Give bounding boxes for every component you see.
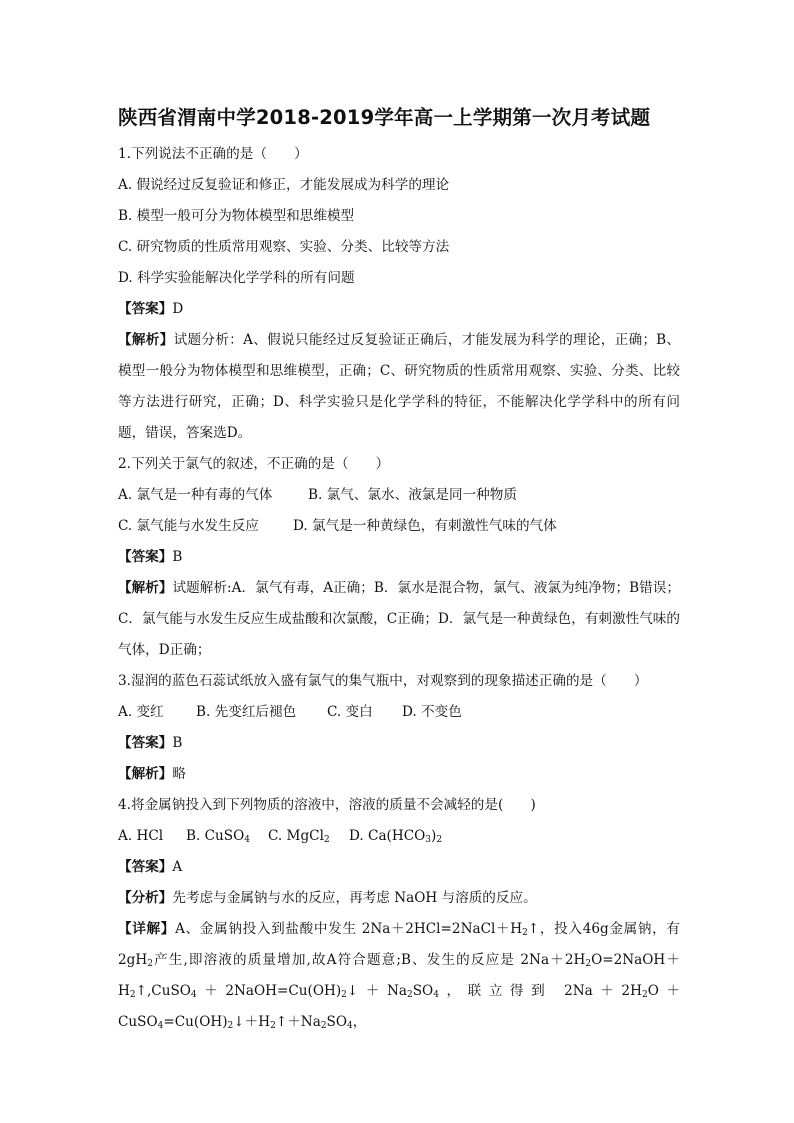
question-4-answer — [118, 852, 680, 883]
detail-sub: 4 — [433, 990, 439, 1000]
analysis-text: 试题解析:A．氯气有毒，A正确；B．氯水是混合物，氯气、液氯为纯净物；B错误；C．氯气能与水发生反应生成盐酸和次氯酸，C正确；D．氯气是一种黄绿色，有刺激性气味的气体，D正确； — [118, 580, 681, 658]
question-1-answer — [118, 294, 680, 325]
detail-text: 产生,即溶液的质量增加,故A符合题意;B、发生的反应是 2Na＋2H — [152, 952, 586, 968]
detail-sub: 2 — [585, 959, 592, 969]
option-d-paren: ) — [431, 828, 437, 844]
analysis-tag: 【解析】 — [118, 766, 173, 782]
option-c-subscript: 2 — [323, 835, 330, 845]
question-3-analysis — [118, 759, 680, 790]
detail-sub: 4 — [157, 1021, 164, 1031]
question-3-option-c: C. 变白 — [327, 704, 373, 720]
answer-tag: 【答案】 — [118, 301, 173, 317]
analysis-tag: 【解析】 — [118, 580, 173, 596]
question-4-option-a: A. HCl — [118, 828, 164, 844]
detail-text: ↑＋Na — [275, 1014, 321, 1030]
answer-value: D — [172, 301, 184, 317]
detail-text: ↑，投入46g金属钠，有 2gH — [118, 921, 681, 968]
question-3-stem: 3.湿润的蓝色石蕊试纸放入盛有氯气的集气瓶中，对观察到的现象描述正确的是（ ） — [118, 673, 648, 689]
answer-value: B — [172, 549, 183, 565]
answer-tag: 【答案】 — [118, 859, 173, 875]
question-2-options-row-1 — [118, 480, 680, 511]
question-4-option-b — [186, 821, 268, 852]
answer-tag: 【答案】 — [118, 735, 173, 751]
question-2-option-c: C. 氯气能与水发生反应 — [118, 518, 259, 534]
question-2-stem: 2.下列关于氯气的叙述，不正确的是（ ） — [118, 456, 390, 472]
detail-text: SO — [326, 1014, 348, 1030]
question-1-option-d: D. 科学实验能解决化学学科的所有问题 — [118, 270, 355, 286]
option-d-subscript-2: 2 — [436, 835, 443, 845]
detail-text: SO — [412, 983, 434, 999]
question-1-option-a: A. 假说经过反复验证和修正，才能发展成为科学的理论 — [118, 177, 450, 193]
option-b-text: B. CuSO — [186, 828, 245, 844]
detail-text: O=2NaOH＋H — [118, 952, 680, 999]
analysis-text: 略 — [172, 766, 186, 782]
detail-text: ↑,CuSO — [135, 983, 191, 999]
answer-value: B — [172, 735, 183, 751]
document-page — [118, 100, 680, 1038]
option-b-subscript: 4 — [244, 835, 250, 845]
detail-text: ↓＋H — [233, 1014, 271, 1030]
question-1-analysis — [118, 325, 680, 449]
detail-sub: 4 — [347, 1021, 353, 1031]
question-3-option-d: D. 不变色 — [402, 704, 462, 720]
answer-tag: 【答案】 — [118, 549, 173, 565]
question-4-analysis — [118, 883, 680, 914]
answer-value: A — [172, 859, 183, 875]
detail-sub: 2 — [641, 990, 648, 1000]
question-1-stem: 1.下列说法不正确的是（ ） — [118, 146, 308, 162]
detail-sub: 2 — [129, 990, 136, 1000]
question-4-detail — [118, 914, 680, 1038]
detail-tag: 【详解】 — [118, 921, 176, 937]
question-4-options-row — [118, 821, 680, 852]
detail-text: ＋2NaOH=Cu(OH) — [196, 983, 342, 999]
question-2-option-d: D. 氯气是一种黄绿色，有刺激性气味的气体 — [293, 518, 557, 534]
fenxi-tag: 【分析】 — [118, 890, 173, 906]
question-3-option-b: B. 先变红后褪色 — [196, 704, 297, 720]
question-4-option-d — [349, 821, 442, 852]
detail-sub: 2 — [406, 990, 413, 1000]
detail-sub: 2 — [227, 1021, 234, 1031]
analysis-text: 试题分析：A、假说只能经过反复验证正确后，才能发展为科学的理论，正确；B、模型一般分为物体模型和思维模型，正确；C、研究物质的性质常用观察、实验、分类、比较等方法进行研究，正确；D、科学实验只是化学学科的特征，不能解决化学学科中的所有问题，错误，答案选D。 — [118, 332, 680, 441]
detail-sub: 2 — [341, 990, 347, 1000]
detail-text: O＋CuSO — [118, 983, 680, 1030]
option-d-text: D. Ca(HCO — [349, 828, 426, 844]
question-2-option-b: B. 氯气、氯水、液氯是同一种物质 — [308, 487, 517, 503]
question-2-option-a: A. 氯气是一种有毒的气体 — [118, 487, 273, 503]
detail-text: =Cu(OH) — [163, 1014, 228, 1030]
question-3-option-a: A. 变红 — [118, 704, 164, 720]
detail-sub: 2 — [147, 959, 153, 969]
detail-sub: 2 — [320, 1021, 327, 1031]
detail-text: ， — [352, 1014, 367, 1030]
question-2-options-row-2 — [118, 511, 680, 542]
analysis-tag: 【解析】 — [118, 332, 174, 348]
question-3-answer — [118, 728, 680, 759]
detail-text: ↓＋Na — [346, 983, 407, 999]
question-4-option-c — [268, 821, 349, 852]
detail-sub: 2 — [522, 928, 528, 938]
option-c-text: C. MgCl — [268, 828, 324, 844]
question-4-stem: 4.将金属钠投入到下列物质的溶液中，溶液的质量不会减轻的是( ) — [118, 797, 536, 813]
question-2-answer — [118, 542, 680, 573]
detail-sub: 4 — [190, 990, 197, 1000]
detail-text: ，联立得到 2Na＋2H — [438, 983, 642, 999]
exam-title: 陕西省渭南中学2018-2019学年高一上学期第一次月考试题 — [118, 106, 651, 129]
question-1-option-c: C. 研究物质的性质常用观察、实验、分类、比较等方法 — [118, 239, 450, 255]
option-d-subscript-1: 3 — [425, 835, 431, 845]
question-2-analysis — [118, 573, 680, 666]
fenxi-text: 先考虑与金属钠与水的反应，再考虑 NaOH 与溶质的反应。 — [172, 890, 537, 906]
question-3-options-row — [118, 697, 680, 728]
question-1-option-b: B. 模型一般可分为物体模型和思维模型 — [118, 208, 355, 224]
detail-sub: 2 — [270, 1021, 276, 1031]
detail-text: A、金属钠投入到盐酸中发生 2Na＋2HCl=2NaCl＋H — [175, 921, 523, 937]
